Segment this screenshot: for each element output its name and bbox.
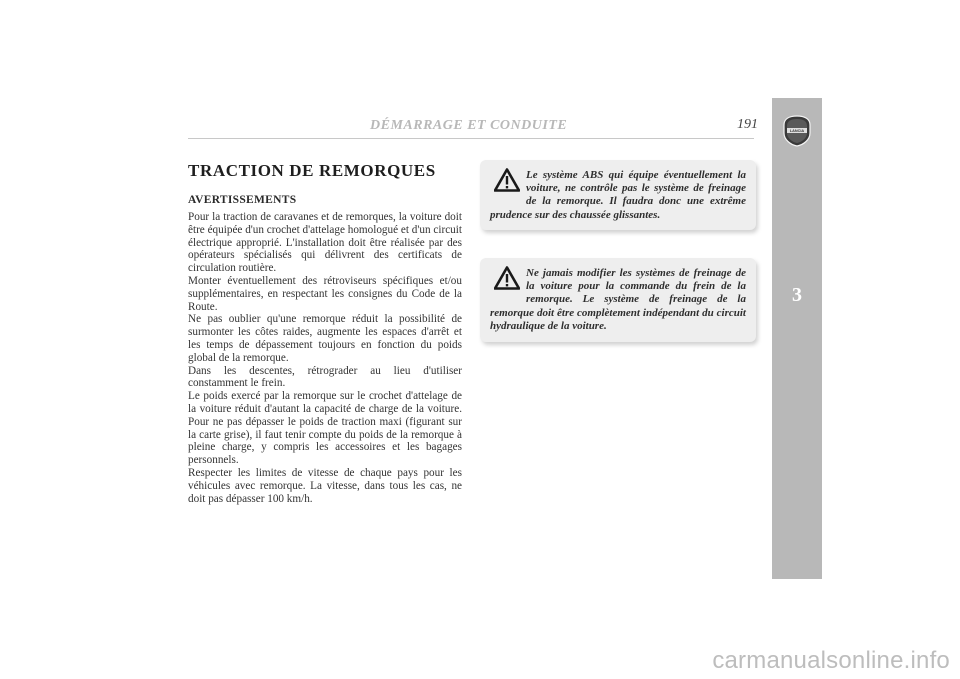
subheading: AVERTISSEMENTS [188, 194, 297, 206]
warning-text: Ne jamais modifier les systèmes de freinage de la voiture pour la commande du frein de la remorque. Le système de freinage de la remorque doit être complètement indépendant du circuit hydraulique de la voiture. [490, 267, 746, 332]
side-tab [772, 98, 822, 579]
brand-logo-text: LANCIA [789, 129, 805, 134]
paragraph: Pour la traction de caravanes et de remorques, la voiture doit être équipée d'un crochet d'attelage homologué et d'un circuit électrique approprié. L'installation doit être réalisée par des opérateurs spécialisés qui délivrent des certificats de circulation routière. [188, 211, 462, 275]
watermark: carmanualsonline.info [712, 647, 950, 674]
warning-box-abs [480, 160, 756, 230]
header-title: DÉMARRAGE ET CONDUITE [370, 118, 568, 133]
page-number: 191 [737, 117, 758, 132]
section-title: TRACTION DE REMORQUES [188, 161, 436, 180]
body-text [188, 211, 462, 505]
paragraph: Dans les descentes, rétrograder au lieu d'utiliser constamment le frein. [188, 364, 462, 390]
warning-text: Le système ABS qui équipe éventuellement la voiture, ne contrôle pas le système de freinage de la remorque. Il faudra donc une extrême prudence sur des chaussée glissantes. [490, 169, 746, 221]
warning-box-brakes [480, 258, 756, 342]
paragraph: Monter éventuellement des rétroviseurs spécifiques et/ou supplémentaires, en respectant les consignes du Code de la Route. [188, 274, 462, 313]
chapter-number: 3 [792, 284, 802, 306]
paragraph: Respecter les limites de vitesse de chaque pays pour les véhicules avec remorque. La vitesse, dans tous les cas, ne doit pas dépasser 100 km/h. [188, 466, 462, 505]
paragraph: Ne pas oublier qu'une remorque réduit la possibilité de surmonter les côtes raides, augmente les espaces d'arrêt et les temps de dépassement toujours en fonction du poids global de la remorque. [188, 313, 462, 364]
header-rule [188, 138, 754, 139]
brand-logo-icon [783, 115, 811, 147]
paragraph: Le poids exercé par la remorque sur le crochet d'attelage de la voiture réduit d'autant la capacité de charge de la voiture. Pour ne pas dépasser le poids de traction maxi (figurant sur la carte grise), il faut tenir compte du poids de la remorque à pleine charge, y compris les accessoires et les bagages personnels. [188, 390, 462, 467]
